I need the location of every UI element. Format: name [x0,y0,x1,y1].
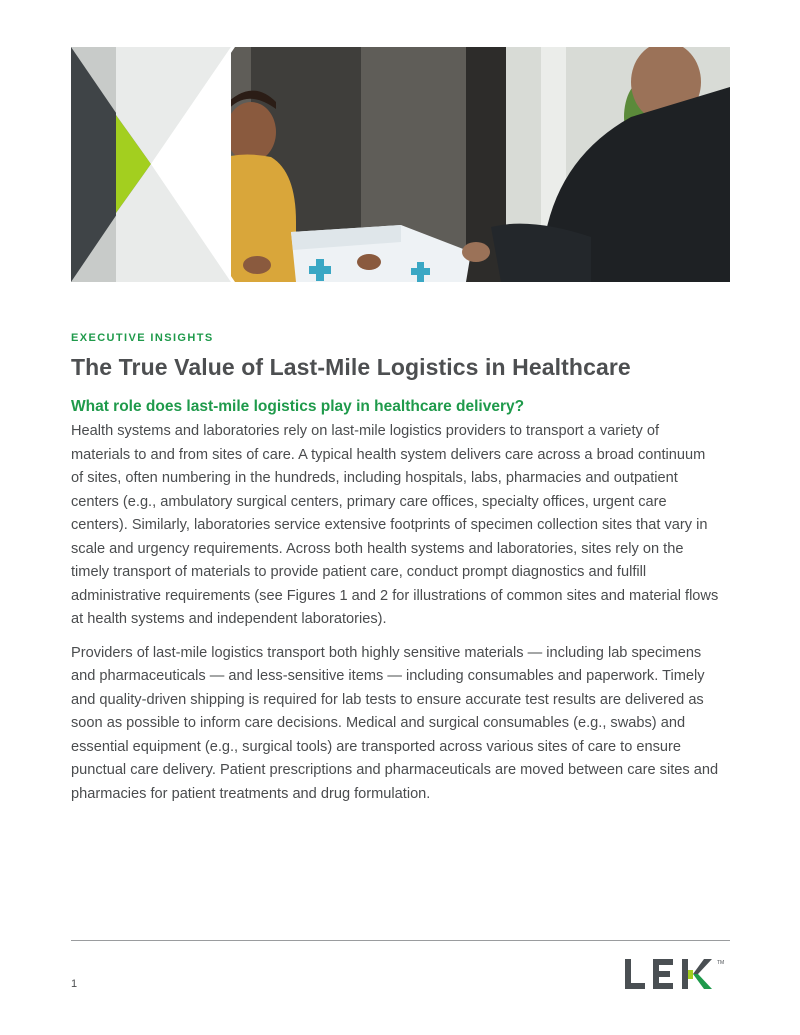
section-heading: What role does last-mile logistics play in healthcare delivery? [71,398,525,415]
paragraph: Health systems and laboratories rely on last-mile logistics providers to transport a variety of materials to and from sites of care. A typical health system delivers care across a broad continuum of sites, often numbering in the hundreds, including hospitals, labs, pharmacies and outpatient centers (e.g., ambulatory surgical centers, primary care offices, specialty offices, urgent care centers). Similarly, laboratories service extensive footprints of specimen collection sites that vary in scale and urgency requirements. Across both health systems and laboratories, sites rely on the timely transport of materials to provide patient care, conduct prompt diagnostics and fulfill administrative requirements (see Figures 1 and 2 for illustrations of common sites and material flows at health systems and independent laboratories). [71,423,719,627]
page-number: 1 [71,978,78,990]
page-title: The True Value of Last-Mile Logistics in Healthcare [71,354,631,380]
article-body [71,420,721,816]
lek-logo [622,955,730,1000]
delivery-photo [71,47,730,282]
paragraph: Providers of last-mile logistics transport both highly sensitive materials — including lab specimens and pharmaceuticals — and less-sensitive items — including consumables and paperwork. Timely and quality-driven shipping is required for lab tests to ensure accurate test results are delivered as soon as possible to inform care decisions. Medical and surgical consumables (e.g., swabs) and essential equipment (e.g., surgical tools) are transported across various sites of care to ensure punctual care delivery. Patient prescriptions and pharmaceuticals are moved between care sites and pharmacies for patient treatments and drug formulation. [71,644,719,802]
kicker-label: EXECUTIVE INSIGHTS [71,332,214,344]
trademark-symbol: TM [717,960,725,966]
hero-image [71,47,730,282]
lek-logo-mark [622,955,730,995]
footer-divider [71,940,730,941]
